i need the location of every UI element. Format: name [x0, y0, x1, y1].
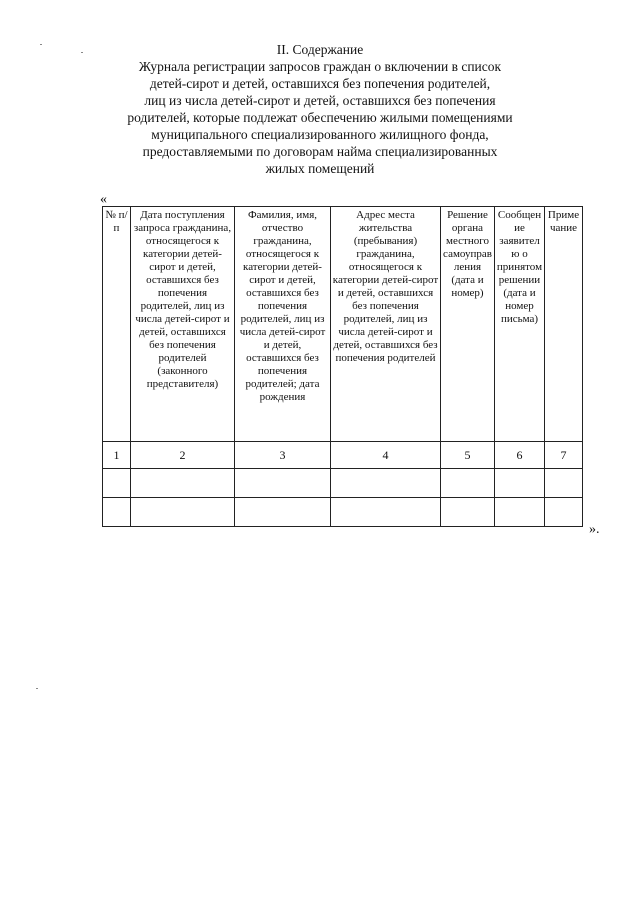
- column-number: 6: [495, 442, 545, 469]
- section-heading: II. Содержание: [276, 42, 364, 57]
- table-header-row: [103, 207, 583, 442]
- table-cell: [103, 498, 131, 527]
- table-cell: [441, 469, 495, 498]
- table-row: [103, 469, 583, 498]
- table-cell: [331, 469, 441, 498]
- table-cell: [103, 469, 131, 498]
- header-cell-number: № п/п: [103, 207, 131, 442]
- title-line: предоставляемыми по договорам найма специализированных: [142, 144, 498, 159]
- document-title: [70, 41, 570, 177]
- column-number: 4: [331, 442, 441, 469]
- table-cell: [331, 498, 441, 527]
- table-row: [103, 498, 583, 527]
- table-cell: [131, 469, 235, 498]
- scan-speck: [40, 44, 42, 45]
- scan-speck: [81, 52, 83, 53]
- column-number: 1: [103, 442, 131, 469]
- column-number: 3: [235, 442, 331, 469]
- title-line: Журнала регистрации запросов граждан о включении в список: [138, 59, 502, 74]
- header-cell-request-date: Дата поступления запроса гражданина, относящегося к категории детей-сирот и детей, оставшихся без попечения родителей, лиц из числа детей-сирот и детей, оставшихся без попечения родителей (законного представителя): [131, 207, 235, 442]
- table-cell: [131, 498, 235, 527]
- column-number: 5: [441, 442, 495, 469]
- table-cell: [235, 469, 331, 498]
- journal-table: [102, 206, 583, 527]
- scan-speck: [36, 688, 38, 689]
- opening-quote: «: [100, 192, 107, 207]
- header-cell-address: Адрес места жительства (пребывания) гражданина, относящегося к категории детей-сирот и детей, оставшихся без попечения родителей, лиц из числа детей-сирот и детей, оставшихся без попечения родителей: [331, 207, 441, 442]
- title-line: жилых помещений: [265, 161, 375, 176]
- table-cell: [495, 498, 545, 527]
- table-cell: [441, 498, 495, 527]
- closing-quote: ».: [589, 522, 600, 537]
- column-number-row: [103, 442, 583, 469]
- header-cell-full-name: Фамилия, имя, отчество гражданина, относящегося к категории детей-сирот и детей, оставшихся без попечения родителей, лиц из числа детей-сирот и детей, оставшихся без попечения родителей; дата рождения: [235, 207, 331, 442]
- table-cell: [545, 498, 583, 527]
- header-cell-note: Примечание: [545, 207, 583, 442]
- title-line: муниципального специализированного жилищного фонда,: [151, 127, 489, 142]
- table-cell: [545, 469, 583, 498]
- header-cell-decision: Решение органа местного самоуправления (дата и номер): [441, 207, 495, 442]
- header-cell-notification: Сообщение заявителю о принятом решении (дата и номер письма): [495, 207, 545, 442]
- table-cell: [235, 498, 331, 527]
- title-line: родителей, которые подлежат обеспечению жилыми помещениями: [127, 110, 513, 125]
- column-number: 2: [131, 442, 235, 469]
- column-number: 7: [545, 442, 583, 469]
- title-line: детей-сирот и детей, оставшихся без попечения родителей,: [149, 76, 491, 91]
- table-cell: [495, 469, 545, 498]
- title-line: лиц из числа детей-сирот и детей, оставшихся без попечения: [144, 93, 496, 108]
